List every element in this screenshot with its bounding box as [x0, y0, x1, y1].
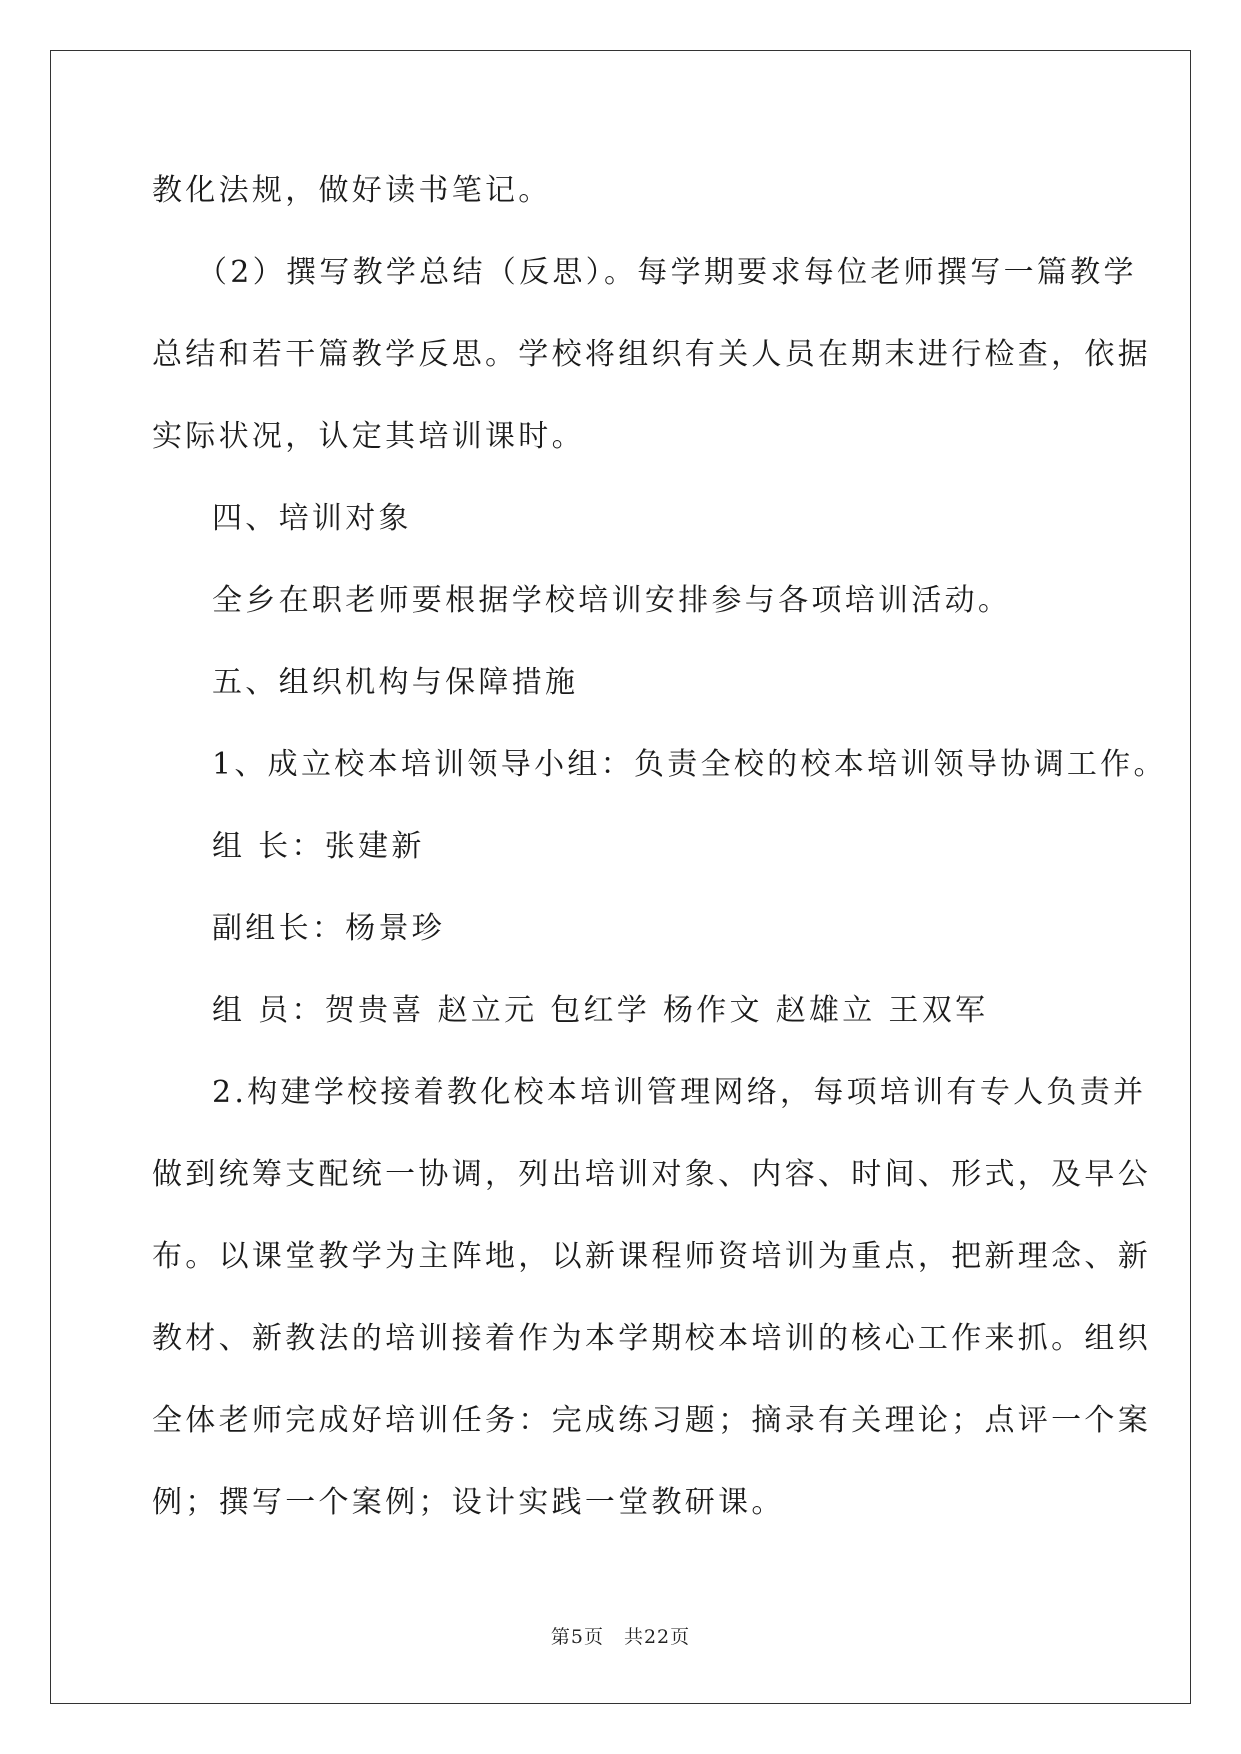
- page-number: 第5页: [550, 1626, 604, 1648]
- text-line: 全乡在职老师要根据学校培训安排参与各项培训活动。: [212, 583, 1012, 618]
- text-line: 实际状况，认定其培训课时。: [152, 419, 585, 454]
- document-body: [152, 150, 1167, 1544]
- text-line: 副组长：杨景珍: [212, 911, 446, 946]
- text-line: 1、成立校本培训领导小组：负责全校的校本培训领导协调工作。: [212, 747, 1167, 782]
- page-total: 共22页: [623, 1626, 691, 1648]
- text-line: 做到统筹支配统一协调，列出培训对象、内容、时间、形式，及早公: [152, 1157, 1151, 1192]
- text-line: 总结和若干篇教学反思。学校将组织有关人员在期末进行检查，依据: [152, 337, 1151, 372]
- text-line: （2）撰写教学总结（反思）。每学期要求每位老师撰写一篇教学: [197, 255, 1137, 290]
- text-line: 2.构建学校接着教化校本培训管理网络，每项培训有专人负责并: [212, 1075, 1147, 1110]
- text-line: 组 长：张建新: [212, 829, 425, 864]
- section-heading: 四、培训对象: [212, 501, 412, 536]
- text-line: 组 员：贺贵喜 赵立元 包红学 杨作文 赵雄立 王双军: [212, 993, 989, 1028]
- section-heading: 五、组织机构与保障措施: [212, 665, 579, 700]
- text-line: 教化法规，做好读书笔记。: [152, 173, 552, 208]
- text-line: 布。以课堂教学为主阵地，以新课程师资培训为重点，把新理念、新: [152, 1239, 1151, 1274]
- text-line: 例；撰写一个案例；设计实践一堂教研课。: [152, 1485, 785, 1520]
- page-footer: [0, 1622, 1241, 1649]
- text-line: 全体老师完成好培训任务：完成练习题；摘录有关理论；点评一个案: [152, 1403, 1151, 1438]
- text-line: 教材、新教法的培训接着作为本学期校本培训的核心工作来抓。组织: [152, 1321, 1151, 1356]
